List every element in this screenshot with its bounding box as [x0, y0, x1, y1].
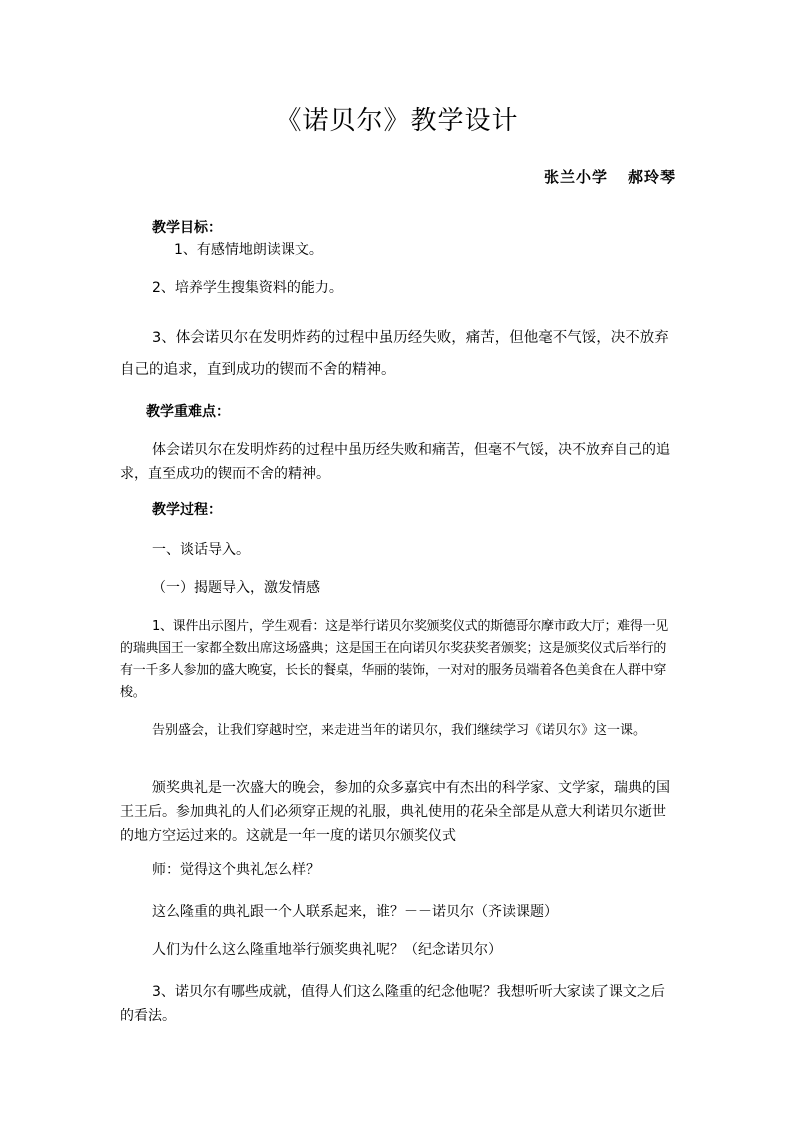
key-points-text: 体会诺贝尔在发明炸药的过程中虽历经失败和痛苦，但毫不气馁，决不放弃自己的追求，直至成功的锲而不舍的精神。 — [120, 442, 670, 482]
goal-item-1: 1、有感情地朗读课文。 — [174, 242, 323, 258]
key-points-heading: 教学重难点： — [146, 404, 230, 420]
goal-item-3: 3、体会诺贝尔在发明炸药的过程中虽历经失败，痛苦，但他毫不气馁，决不放弃自己的追求，直到成功的锲而不舍的精神。 — [120, 330, 669, 378]
subsection-1-heading: （一）揭题导入，激发情感 — [152, 580, 320, 596]
process-heading: 教学过程： — [152, 502, 222, 518]
document-title: 《诺贝尔》教学设计 — [275, 106, 519, 136]
process-paragraph-3: 颁奖典礼是一次盛大的晚会，参加的众多嘉宾中有杰出的科学家、文学家，瑞典的国王王后。参加典礼的人们必须穿正规的礼服，典礼使用的花朵全部是从意大利诺贝尔逝世的地方空运过来的。这就是一年一度的诺贝尔颁奖仪式 — [120, 780, 670, 844]
process-paragraph-7: 3、诺贝尔有哪些成就，值得人们这么隆重的纪念他呢？我想听听大家读了课文之后的看法。 — [120, 984, 665, 1024]
process-paragraph-1: 1、课件出示图片，学生观看：这是举行诺贝尔奖颁奖仪式的斯德哥尔摩市政大厅；难得一见的瑞典国王一家都全数出席这场盛典；这是国王在向诺贝尔奖获奖者颁奖；这是颁奖仪式后举行的有一千多人参加的盛大晚宴，长长的餐桌，华丽的装饰，一对对的服务员端着各色美食在人群中穿梭。 — [120, 619, 668, 700]
author-name: 郝玲琴 — [627, 168, 676, 186]
process-paragraph-4: 师：觉得这个典礼怎么样？ — [152, 862, 320, 878]
process-paragraph-2: 告别盛会，让我们穿越时空，来走进当年的诺贝尔，我们继续学习《诺贝尔》这一课。 — [152, 723, 647, 738]
process-paragraph-6: 人们为什么这么隆重地举行颁奖典礼呢？（纪念诺贝尔） — [152, 942, 502, 958]
process-paragraph-5: 这么隆重的典礼跟一个人联系起来，谁？－－诺贝尔（齐读课题） — [152, 904, 558, 920]
author-school: 张兰小学 — [543, 168, 608, 186]
goals-heading: 教学目标： — [152, 220, 222, 236]
author-line — [544, 166, 676, 187]
section-1-heading: 一、谈话导入。 — [152, 542, 250, 558]
goal-item-2: 2、培养学生搜集资料的能力。 — [152, 280, 343, 296]
